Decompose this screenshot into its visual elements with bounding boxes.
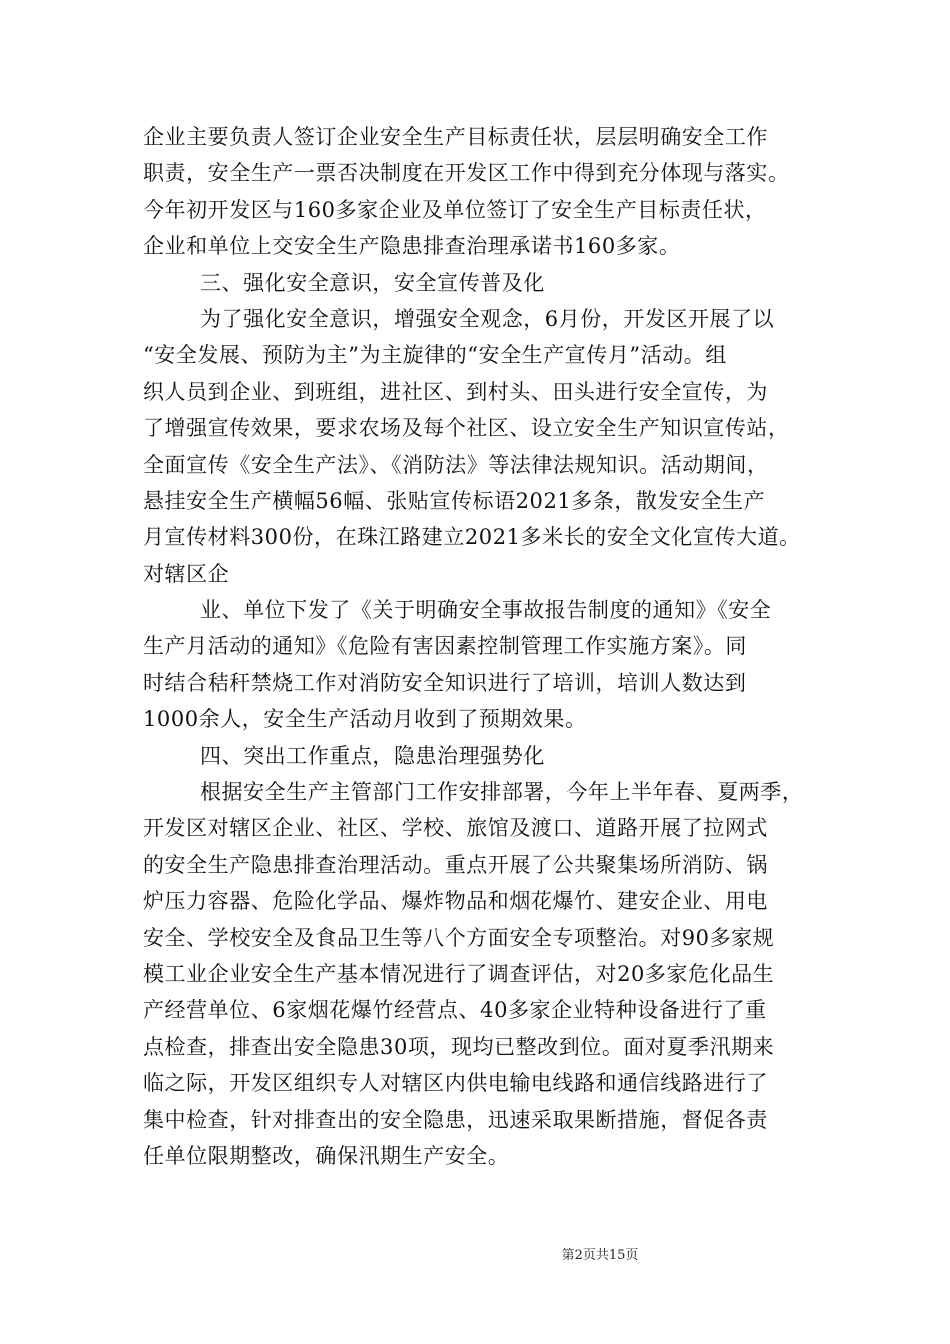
paragraph-start: 为了强化安全意识，增强安全观念，6月份，开发区开展了以 <box>200 306 775 331</box>
body-line: 任单位限期整改，确保汛期生产安全。 <box>143 1143 510 1168</box>
body-line: 织人员到企业、到班组，进社区、到村头、田头进行安全宣传，为 <box>143 379 768 404</box>
body-line: 悬挂安全生产横幅56幅、张贴宣传标语2021多条，散发安全生产 <box>143 488 766 513</box>
body-line: 生产月活动的通知》《危险有害因素控制管理工作实施方案》。同 <box>143 634 747 659</box>
paragraph-start: 业、单位下发了《关于明确安全事故报告制度的通知》《安全 <box>200 598 772 623</box>
body-line: 临之际，开发区组织专人对辖区内供电输电线路和通信线路进行了 <box>143 1071 768 1096</box>
body-line: 集中检查，针对排查出的安全隐患，迅速采取果断措施，督促各责 <box>143 1107 768 1132</box>
body-line: 1000余人，安全生产活动月收到了预期效果。 <box>143 707 587 732</box>
body-line: 模工业企业安全生产基本情况进行了调查评估，对20多家危化品生 <box>143 961 775 986</box>
body-line: 点检查，排查出安全隐患30项，现均已整改到位。面对夏季汛期来 <box>143 1034 775 1059</box>
body-line: 今年初开发区与160多家企业及单位签订了安全生产目标责任状， <box>143 197 767 222</box>
section-heading: 四、突出工作重点，隐患治理强势化 <box>200 743 545 768</box>
body-line: 职责，安全生产一票否决制度在开发区工作中得到充分体现与落实。 <box>143 161 790 186</box>
body-line: 企业主要负责人签订企业安全生产目标责任状，层层明确安全工作 <box>143 125 768 149</box>
body-line: 时结合秸秆禁烧工作对消防安全知识进行了培训，培训人数达到 <box>143 670 747 695</box>
body-line: 了增强宣传效果，要求农场及每个社区、设立安全生产知识宣传站， <box>143 416 790 441</box>
body-line: 企业和单位上交安全生产隐患排查治理承诺书160多家。 <box>143 234 681 259</box>
section-heading: 三、强化安全意识，安全宣传普及化 <box>200 270 545 295</box>
body-line: 产经营单位、6家烟花爆竹经营点、40多家企业特种设备进行了重 <box>143 998 767 1023</box>
body-line: 对辖区企 <box>143 561 230 586</box>
document-body <box>143 119 813 1174</box>
body-line: 全面宣传《安全生产法》、《消防法》等法律法规知识。活动期间， <box>143 452 769 477</box>
body-line: 炉压力容器、危险化学品、爆炸物品和烟花爆竹、建安企业、用电 <box>143 889 768 914</box>
paragraph-start: 根据安全生产主管部门工作安排部署，今年上半年春、夏两季， <box>200 780 804 805</box>
page-number-footer: 第2页共15页 <box>561 1248 639 1263</box>
body-line: 月宣传材料300份，在珠江路建立2021多米长的安全文化宣传大道。 <box>143 525 801 550</box>
body-line: 的安全生产隐患排查治理活动。重点开展了公共聚集场所消防、锅 <box>143 852 768 877</box>
body-line: 安全、学校安全及食品卫生等八个方面安全专项整治。对90多家规 <box>143 925 775 950</box>
body-line: “安全发展、预防为主”为主旋律的“安全生产宣传月”活动。组 <box>143 343 727 368</box>
body-line: 开发区对辖区企业、社区、学校、旅馆及渡口、道路开展了拉网式 <box>143 816 768 841</box>
